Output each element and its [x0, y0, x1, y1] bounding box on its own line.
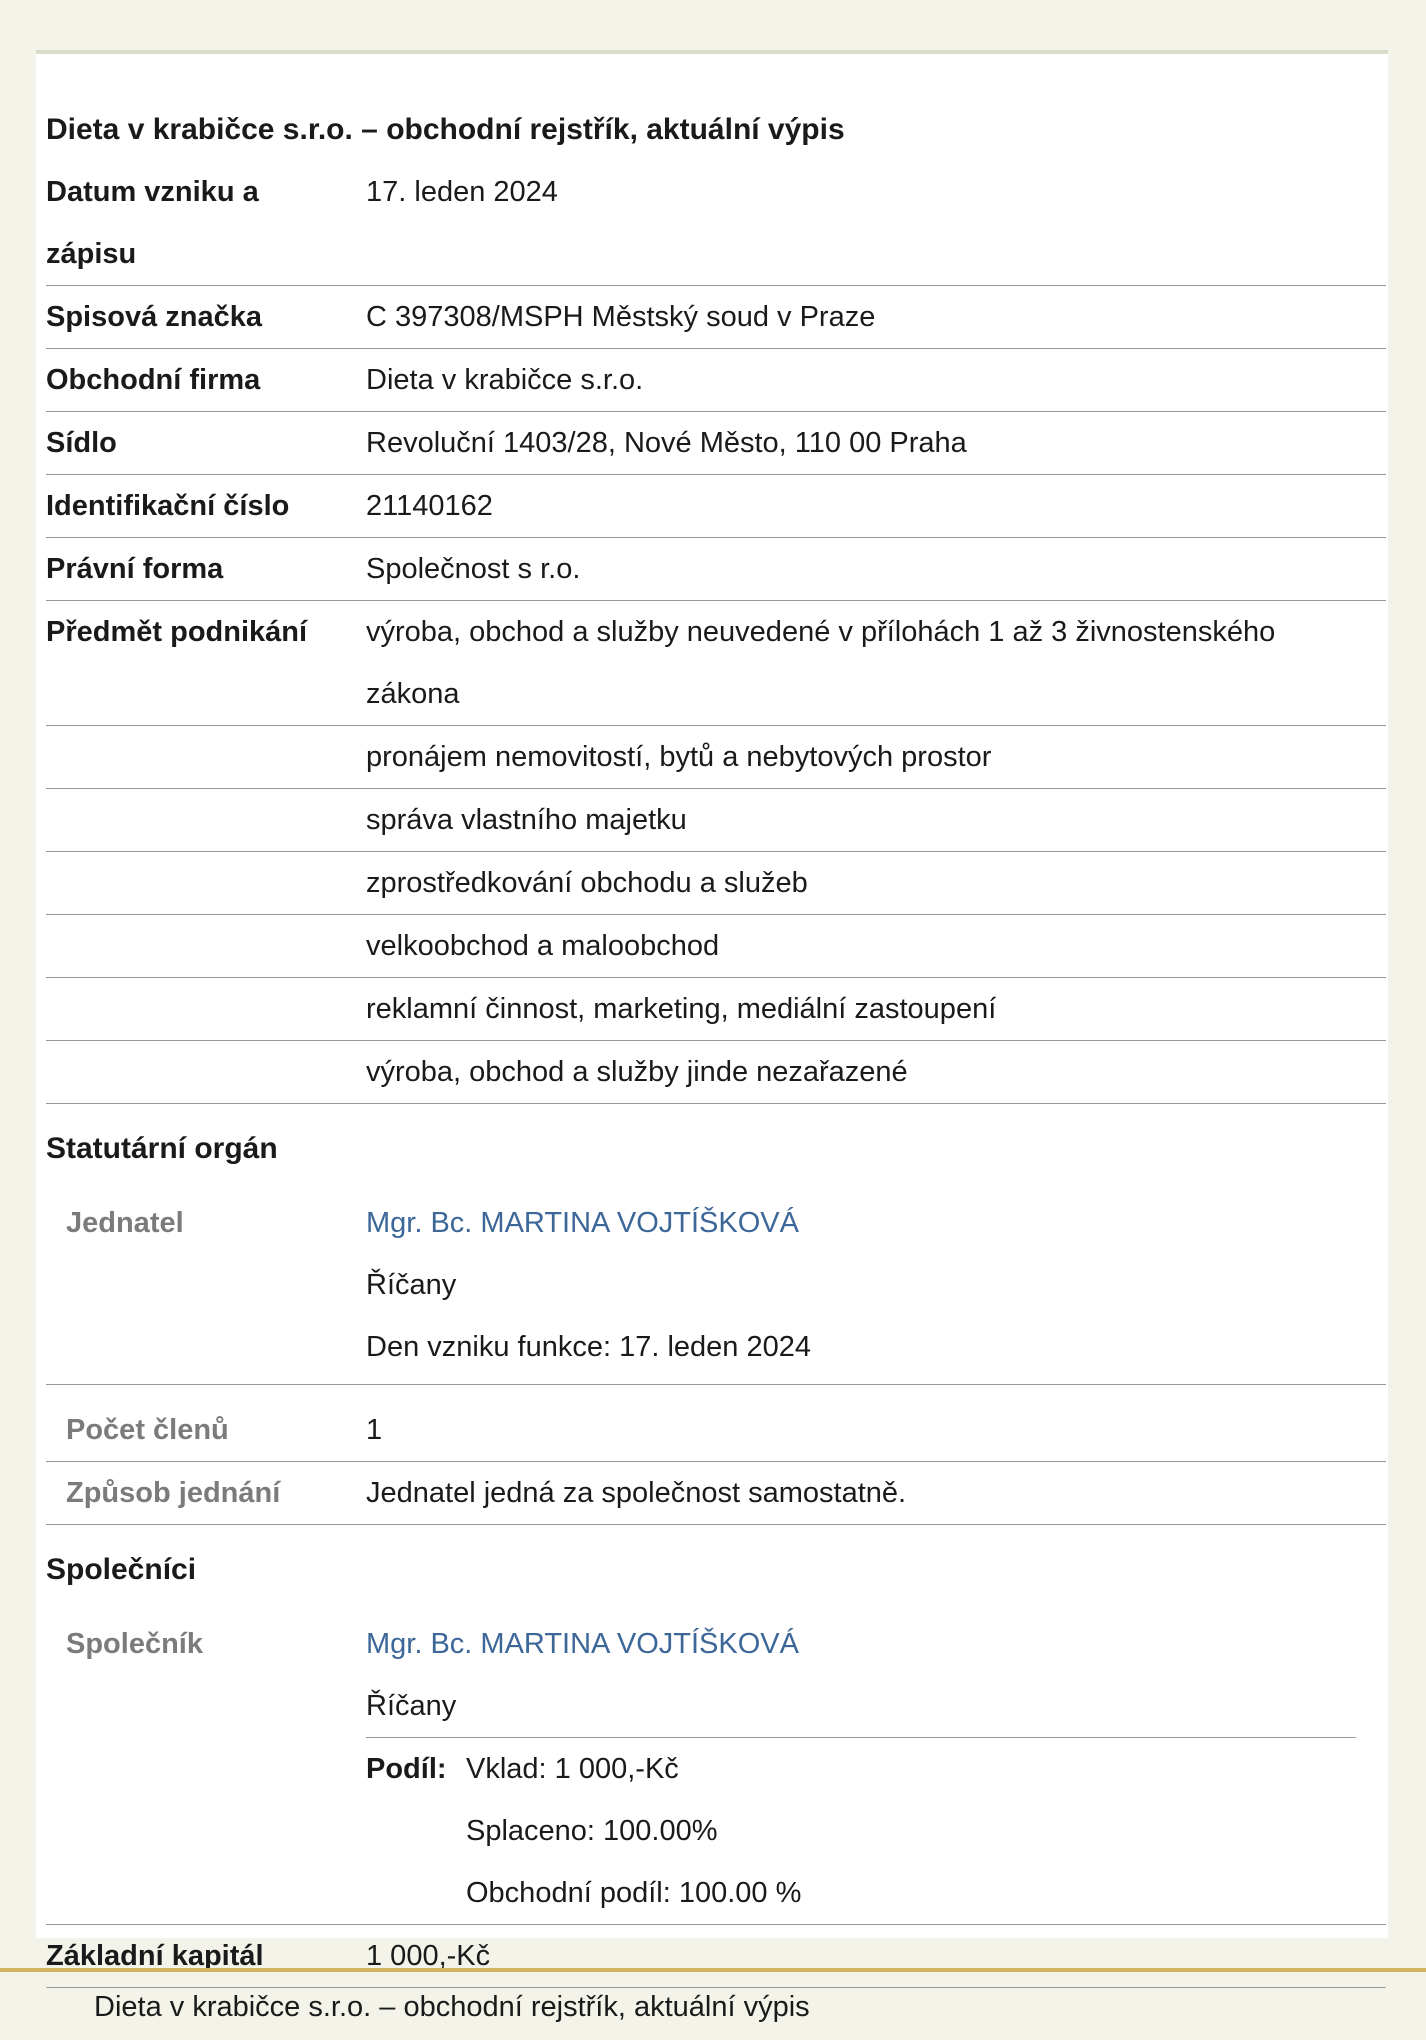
row-predmet-2	[46, 789, 1386, 852]
value-predmet-6: výroba, obchod a služby jinde nezařazené	[366, 1056, 908, 1088]
value-pravni-forma: Společnost s r.o.	[366, 553, 581, 585]
row-jednatel	[46, 1192, 1386, 1385]
row-predmet-1	[46, 726, 1386, 789]
share-splaceno: Splaceno: 100.00%	[466, 1815, 718, 1847]
label-ico: Identifikační číslo	[46, 490, 290, 522]
label-pravni-forma: Právní forma	[46, 553, 224, 585]
value-pocet-clenu: 1	[366, 1414, 383, 1446]
row-predmet-3	[46, 852, 1386, 915]
row-ico	[46, 475, 1386, 538]
share-values	[466, 1738, 801, 1924]
value-predmet-2: správa vlastního majetku	[366, 804, 687, 836]
row-zakladni-kapital	[46, 1925, 1386, 1988]
row-sidlo	[46, 412, 1386, 475]
label-datum-vzniku: Datum vzniku a zápisu	[46, 176, 259, 270]
label-zpusob-jednani: Způsob jednání	[66, 1477, 281, 1509]
value-spisova-znacka: C 397308/MSPH Městský soud v Praze	[366, 301, 876, 333]
row-spolecnik	[46, 1613, 1386, 1925]
value-datum-vzniku: 17. leden 2024	[366, 176, 558, 208]
jednatel-city: Říčany	[366, 1269, 457, 1301]
value-predmet-4: velkoobchod a maloobchod	[366, 930, 720, 962]
jednatel-name-link[interactable]: Mgr. Bc. MARTINA VOJTÍŠKOVÁ	[366, 1207, 799, 1239]
label-predmet-podnikani: Předmět podnikání	[46, 616, 308, 648]
row-pravni-forma	[46, 538, 1386, 601]
page-title: Dieta v krabičce s.r.o. – obchodní rejstřík, aktuální výpis	[46, 113, 845, 146]
label-obchodni-firma: Obchodní firma	[46, 364, 261, 396]
section-statutarni-organ: Statutární orgán	[46, 1132, 278, 1165]
row-pocet-clenu	[46, 1399, 1386, 1462]
value-zakladni-kapital: 1 000,-Kč	[366, 1940, 491, 1972]
row-obchodni-firma	[46, 349, 1386, 412]
value-predmet-3: zprostředkování obchodu a služeb	[366, 867, 808, 899]
row-predmet-5	[46, 978, 1386, 1041]
registry-card	[36, 50, 1388, 1972]
label-jednatel: Jednatel	[66, 1207, 184, 1239]
spolecnik-city: Říčany	[366, 1690, 457, 1722]
spolecnik-name-link[interactable]: Mgr. Bc. MARTINA VOJTÍŠKOVÁ	[366, 1628, 799, 1660]
row-predmet-6	[46, 1041, 1386, 1104]
value-obchodni-firma: Dieta v krabičce s.r.o.	[366, 364, 644, 396]
value-predmet-0: výroba, obchod a služby neuvedené v přílohách 1 až 3 živnostenského zákona	[366, 616, 1276, 710]
section-spolecnici: Společníci	[46, 1553, 197, 1586]
value-zpusob-jednani: Jednatel jedná za společnost samostatně.	[366, 1477, 907, 1509]
row-predmet-0	[46, 601, 1386, 726]
label-pocet-clenu: Počet členů	[66, 1414, 229, 1446]
jednatel-since: Den vzniku funkce: 17. leden 2024	[366, 1331, 811, 1363]
share-obchodni-podil: Obchodní podíl: 100.00 %	[466, 1877, 802, 1909]
registry-content	[46, 99, 1386, 1988]
label-spisova-znacka: Spisová značka	[46, 301, 262, 333]
value-ico: 21140162	[366, 490, 493, 522]
footer-title: Dieta v krabičce s.r.o. – obchodní rejstřík, aktuální výpis	[94, 1991, 810, 2023]
value-spolecnik	[366, 1613, 1386, 1924]
row-datum-vzniku	[46, 161, 1386, 286]
row-spisova-znacka	[46, 286, 1386, 349]
share-block	[366, 1738, 1386, 1924]
value-predmet-1: pronájem nemovitostí, bytů a nebytových prostor	[366, 741, 992, 773]
row-zpusob-jednani	[46, 1462, 1386, 1525]
label-podil: Podíl:	[366, 1753, 447, 1785]
value-predmet-5: reklamní činnost, marketing, mediální zastoupení	[366, 993, 997, 1025]
label-zakladni-kapital: Základní kapitál	[46, 1940, 264, 1972]
label-sidlo: Sídlo	[46, 427, 117, 459]
value-sidlo: Revoluční 1403/28, Nové Město, 110 00 Praha	[366, 427, 967, 459]
label-spolecnik: Společník	[66, 1628, 203, 1660]
footer-divider	[0, 1968, 1426, 1972]
value-jednatel	[366, 1192, 1386, 1378]
share-vklad: Vklad: 1 000,-Kč	[466, 1753, 679, 1785]
row-predmet-4	[46, 915, 1386, 978]
